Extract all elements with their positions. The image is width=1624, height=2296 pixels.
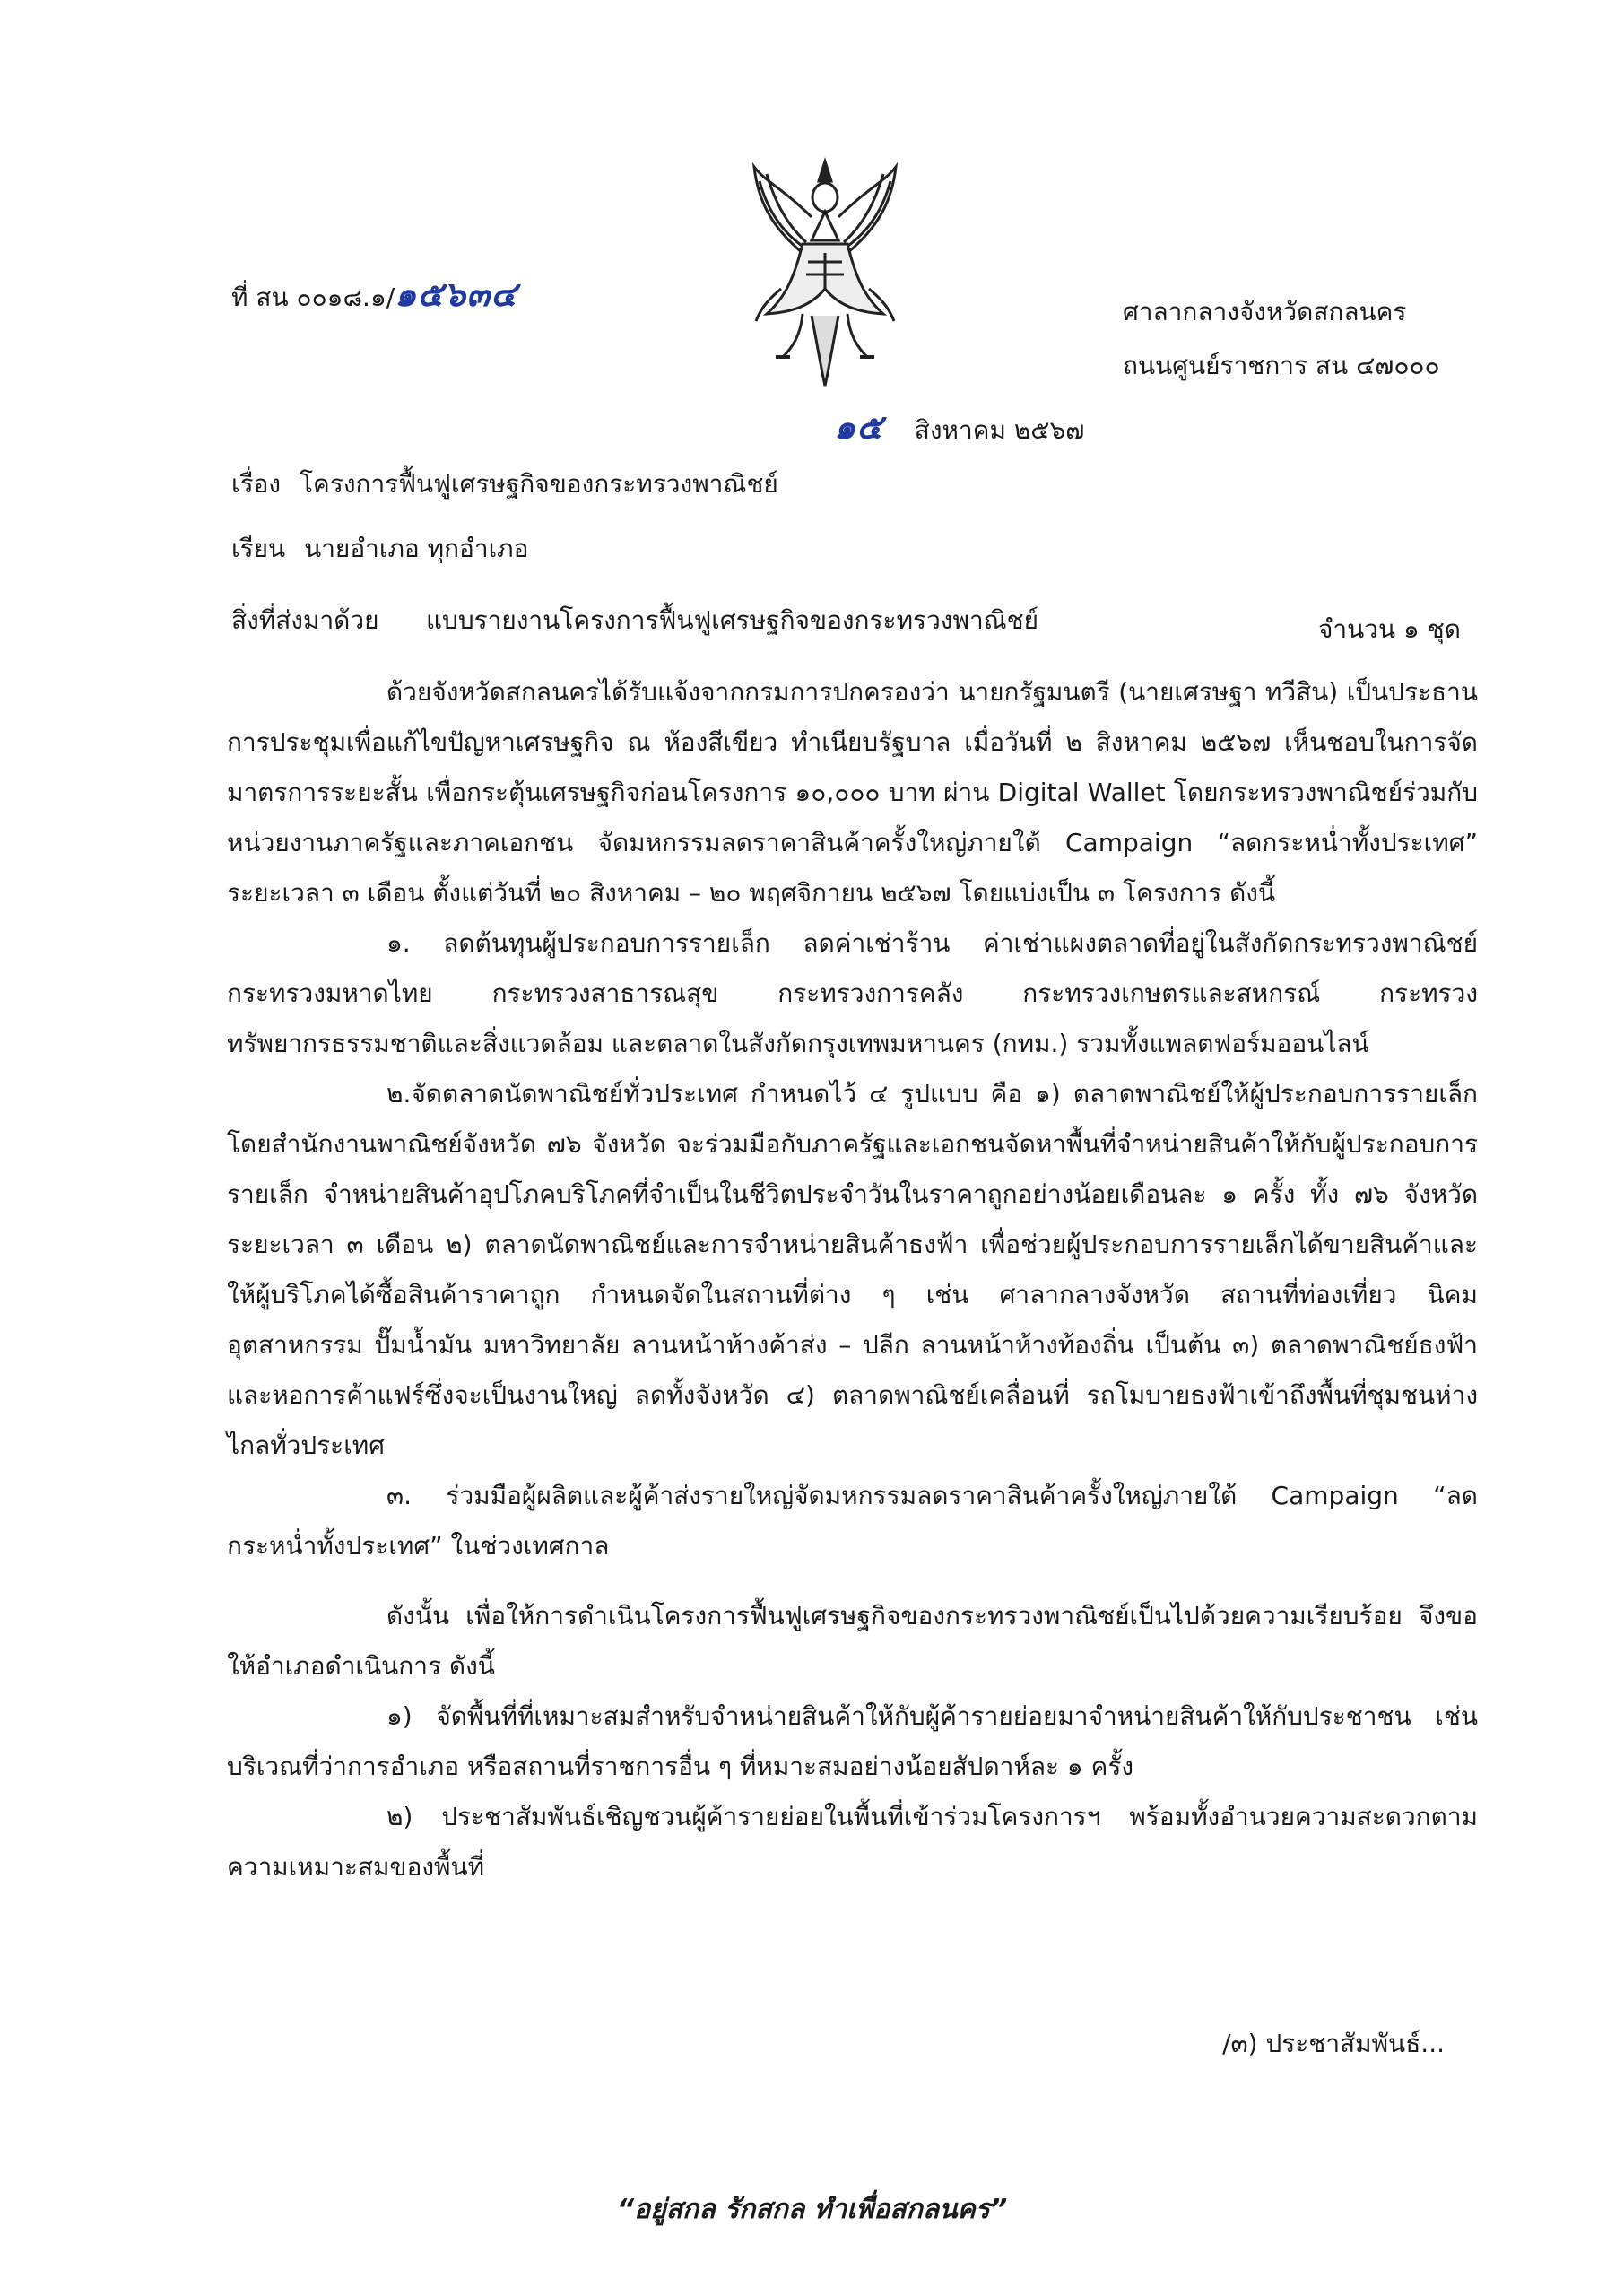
subject-label: เรื่อง [231, 469, 282, 499]
recipient-line [231, 524, 528, 574]
date-day-handwritten: ๑๕ [834, 407, 883, 447]
action-1-paragraph: ๑) จัดพื้นที่ที่เหมาะสมสำหรับจำหน่ายสินค้าให้กับผู้ค้ารายย่อยมาจำหน่ายสินค้าให้กับประชาชน เช่น บริเวณที่ว่าการอำเภอ หรือสถานที่ราชการอื่น ๆ ที่หมาะสมอย่างน้อยสัปดาห์ละ ๑ ครั้ง [227, 1701, 1478, 1781]
intro-paragraph: ด้วยจังหวัดสกลนครได้รับแจ้งจากกรมการปกครองว่า นายกรัฐมนตรี (นายเศรษฐา ทวีสิน) เป็นประธานการประชุมเพื่อแก้ไขปัญหาเศรษฐกิจ ณ ห้องสีเขียว ทำเนียบรัฐบาล เมื่อวันที่ ๒ สิงหาคม ๒๕๖๗ เห็นชอบในการจัดมาตรการระยะสั้น เพื่อกระตุ้นเศรษฐกิจก่อนโครงการ ๑๐,๐๐๐ บาท ผ่าน Digital Wallet โดยกระทรวงพาณิชย์ร่วมกับหน่วยงานภาครัฐและภาคเอกชน จัดมหกรรมลดราคาสินค้าครั้งใหญ่ภายใต้ Campaign “ลดกระหน่ำทั้งประเทศ” ระยะเวลา ๓ เดือน ตั้งแต่วันที่ ๒๐ สิงหาคม – ๒๐ พฤศจิกายน ๒๕๖๗ โดยแบ่งเป็น ๓ โครงการ ดังนี้ [227, 677, 1478, 908]
enclosure-label: สิ่งที่ส่งมาด้วย [231, 605, 379, 635]
letter-date [834, 402, 1084, 456]
enclosure-quantity: จำนวน ๑ ชุด [1318, 614, 1461, 644]
item-1-paragraph: ๑. ลดต้นทุนผู้ประกอบการรายเล็ก ลดค่าเช่าร้าน ค่าเช่าแผงตลาดที่อยู่ในสังกัดกระทรวงพาณิชย์ กระทรวงมหาดไทย กระทรวงสาธารณสุข กระทรวงการคลัง กระทรวงเกษตรและสหกรณ์ กระทรวงทรัพยากรธรรมชาติและสิ่งแวดล้อม และตลาดในสังกัดกรุงเทพมหานคร (กทม.) รวมทั้งแพลตฟอร์มออนไลน์ [227, 928, 1478, 1058]
date-month-year: สิงหาคม ๒๕๖๗ [914, 415, 1085, 445]
letter-body [227, 667, 1478, 1892]
action-2-paragraph: ๒) ประชาสัมพันธ์เชิญชวนผู้ค้ารายย่อยในพื้นที่เข้าร่วมโครงการฯ พร้อมทั้งอำนวยความสะดวกตามความเหมาะสมของพื้นที่ [227, 1802, 1478, 1882]
subject-text: โครงการฟื้นฟูเศรษฐกิจของกระทรวงพาณิชย์ [300, 469, 778, 499]
conclusion-paragraph: ดังนั้น เพื่อให้การดำเนินโครงการฟื้นฟูเศรษฐกิจของกระทรวงพาณิชย์เป็นไปด้วยความเรียบร้อย จึงขอให้อำเภอดำเนินการ ดังนี้ [227, 1601, 1478, 1681]
recipient-label: เรียน [231, 534, 286, 563]
office-address: ถนนศูนย์ราชการ สน ๔๗๐๐๐ [1123, 351, 1440, 380]
reference-number-handwritten: ๑๕๖๓๔ [395, 274, 517, 314]
page-continuation: /๓) ประชาสัมพันธ์... [1222, 2029, 1445, 2058]
office-name: ศาลากลางจังหวัดสกลนคร [1123, 297, 1407, 326]
recipient-text: นายอำเภอ ทุกอำเภอ [304, 534, 529, 563]
subject-line [231, 459, 778, 509]
garuda-emblem-icon [749, 154, 901, 392]
item-2-paragraph: ๒.จัดตลาดนัดพาณิชย์ทั่วประเทศ กำหนดไว้ ๔ รูปแบบ คือ ๑) ตลาดพาณิชย์ให้ผู้ประกอบการรายเล็ก โดยสำนักงานพาณิชย์จังหวัด ๗๖ จังหวัด จะร่วมมือกับภาครัฐและเอกชนจัดหาพื้นที่จำหน่ายสินค้าให้กับผู้ประกอบการรายเล็ก จำหน่ายสินค้าอุปโภคบริโภคที่จำเป็นในชีวิตประจำวันในราคาถูกอย่างน้อยเดือนละ ๑ ครั้ง ทั้ง ๗๖ จังหวัด ระยะเวลา ๓ เดือน ๒) ตลาดนัดพาณิชย์และการจำหน่ายสินค้าธงฟ้า เพื่อช่วยผู้ประกอบการรายเล็กได้ขายสินค้าและให้ผู้บริโภคได้ซื้อสินค้าราคาถูก กำหนดจัดในสถานที่ต่าง ๆ เช่น ศาลากลางจังหวัด สถานที่ท่องเที่ยว นิคมอุตสาหกรรม ปั๊มน้ำมัน มหาวิทยาลัย ลานหน้าห้างค้าส่ง – ปลีก ลานหน้าห้างท้องถิ่น เป็นต้น ๓) ตลาดพาณิชย์ธงฟ้าและหอการค้าแฟร์ซึ่งจะเป็นงานใหญ่ ลดทั้งจังหวัด ๔) ตลาดพาณิชย์เคลื่อนที่ รถโมบายธงฟ้าเข้าถึงพื้นที่ชุมชนห่างไกลทั่วประเทศ [227, 1079, 1479, 1460]
enclosure-text: แบบรายงานโครงการฟื้นฟูเศรษฐกิจของกระทรวงพาณิชย์ [426, 605, 1039, 635]
provincial-motto: “อยู่สกล รักสกล ทำเพื่อสกลนคร” [616, 2194, 1008, 2225]
reference-prefix: ที่ สน ๐๐๑๘.๑/ [231, 283, 395, 312]
item-3-paragraph: ๓. ร่วมมือผู้ผลิตและผู้ค้าส่งรายใหญ่จัดมหกรรมลดราคาสินค้าครั้งใหญ่ภายใต้ Campaign “ลดกระหน่ำทั้งประเทศ” ในช่วงเทศกาล [227, 1481, 1478, 1561]
reference-number [231, 269, 517, 323]
